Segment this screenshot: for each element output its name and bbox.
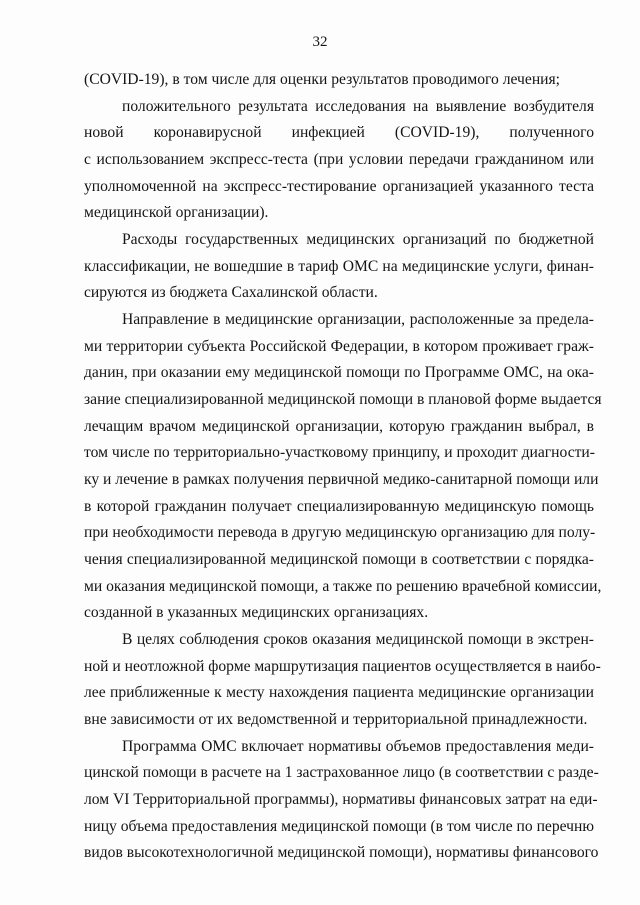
text-line: ницу объема предоставления медицинской помощи (в том числе по перечню [84, 818, 595, 835]
text-line: зание специализированной медицинской помощи в плановой форме выдается [84, 391, 602, 408]
text-line: Программа ОМС включает нормативы объемов предоставления меди- [122, 738, 594, 755]
text-line: Расходы государственных медицинских организаций по бюджетной [122, 231, 594, 248]
text-line: цинской помощи в расчете на 1 застрахованное лицо (в соответствии с разде- [84, 764, 599, 781]
text-line: чения специализированной медицинской помощи в соответствии с порядка- [84, 551, 594, 568]
text-line: положительного результата исследования на выявление возбудителя [122, 98, 594, 115]
text-line: том числе по территориально-участковому принципу, и проходит диагности- [84, 444, 595, 461]
text-line: лечащим врачом медицинской организации, которую гражданин выбрал, в [84, 418, 594, 435]
text-line: (COVID-19), в том числе для оценки результатов проводимого лечения; [84, 71, 561, 88]
text-line: данин, при оказании ему медицинской помощи по Программе ОМС, на ока- [84, 364, 594, 381]
text-line: при необходимости перевода в другую медицинскую организацию для полу- [84, 524, 596, 541]
text-line: новой коронавирусной инфекцией (COVID-19), полученного [84, 124, 594, 141]
text-line: с использованием экспресс-теста (при условии передачи гражданином или [84, 151, 594, 168]
page-number: 32 [312, 34, 328, 50]
text-line: сируются из бюджета Сахалинской области. [84, 284, 378, 301]
text-line: ми территории субъекта Российской Федерации, в котором проживает граж- [84, 338, 594, 355]
text-line: видов высокотехнологичной медицинской помощи), нормативы финансового [84, 844, 599, 861]
text-line: уполномоченной на экспресс-тестирование организацией указанного теста [84, 178, 594, 195]
text-line: медицинской организации). [84, 204, 269, 221]
text-line: В целях соблюдения сроков оказания медицинской помощи в экстрен- [122, 631, 594, 648]
text-line: классификации, не вошедшие в тариф ОМС на медицинские услуги, финан- [84, 258, 594, 275]
text-line: Направление в медицинские организации, расположенные за предела- [122, 311, 594, 328]
text-line: вне зависимости от их ведомственной и территориальной принадлежности. [84, 711, 588, 728]
text-line: ми оказания медицинской помощи, а также по решению врачебной комиссии, [84, 578, 602, 595]
text-line: в которой гражданин получает специализированную медицинскую помощь [84, 498, 594, 515]
text-line: ку и лечение в рамках получения первичной медико-санитарной помощи или [84, 471, 599, 488]
text-line: лее приближенные к месту нахождения пациента медицинские организации [84, 684, 594, 701]
text-line: созданной в указанных медицинских организациях. [84, 604, 429, 621]
text-line: лом VI Территориальной программы), нормативы финансовых затрат на еди- [84, 791, 598, 808]
text-line: ной и неотложной форме маршрутизация пациентов осуществляется в наибо- [84, 658, 601, 675]
